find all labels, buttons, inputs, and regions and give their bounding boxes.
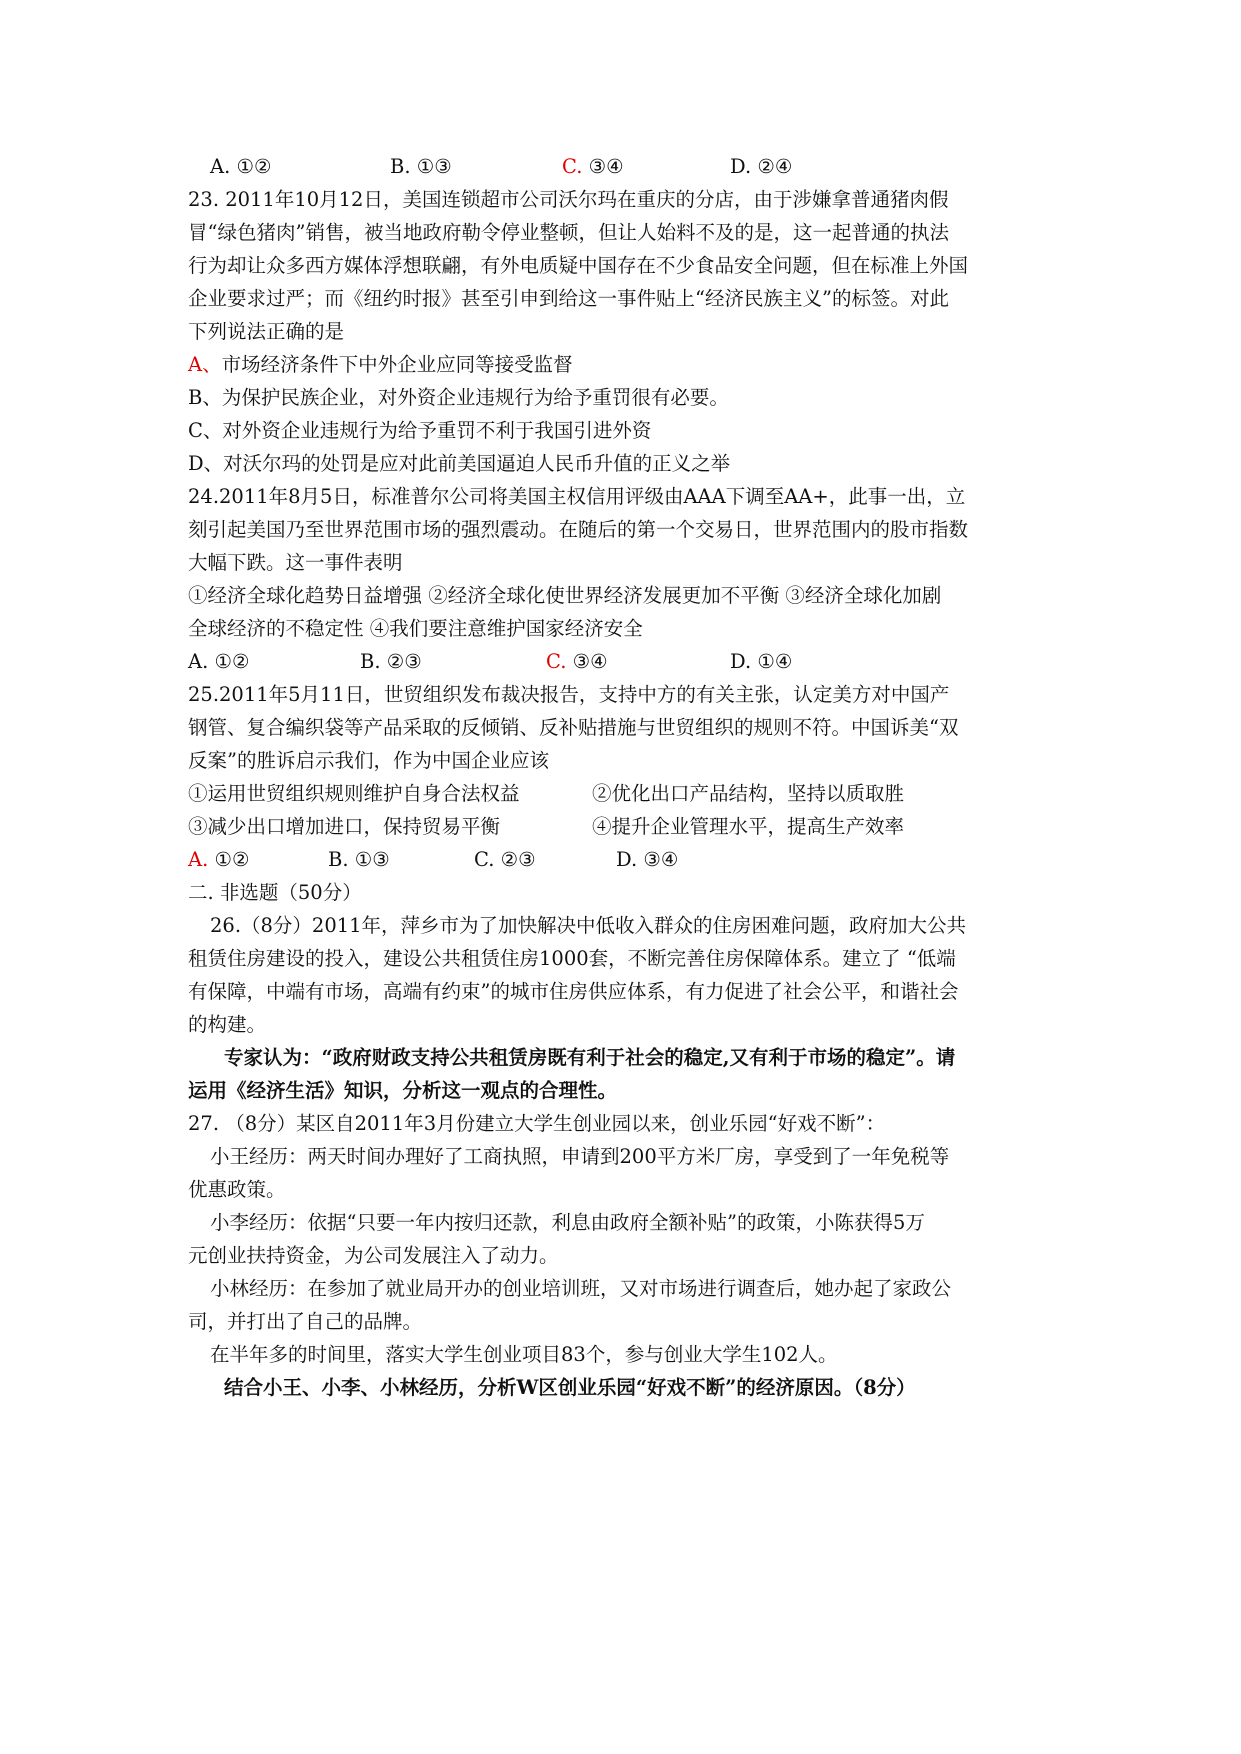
q27-wang-line: 小王经历：两天时间办理好了工商执照，申请到200平方米厂房，享受到了一年免税等 bbox=[210, 1145, 950, 1168]
q26-material-line: 租赁住房建设的投入，建设公共租赁住房1000套，不断完善住房保障体系。建立了 “低端 bbox=[188, 947, 956, 970]
q24-stem-line: 大幅下跌。这一事件表明 bbox=[188, 551, 403, 574]
q22-option-d: D. ②④ bbox=[730, 155, 793, 178]
q24-statement-line: 全球经济的不稳定性 ④我们要注意维护国家经济安全 bbox=[188, 617, 643, 640]
q27-lin-line: 小林经历：在参加了就业局开办的创业培训班，又对市场进行调查后，她办起了家政公 bbox=[210, 1277, 952, 1300]
question-26 bbox=[188, 909, 1068, 1107]
q25-statement-2: ②优化出口产品结构，坚持以质取胜 bbox=[592, 782, 905, 805]
q26-question-line: 运用《经济生活》知识，分析这一观点的合理性。 bbox=[188, 1079, 618, 1102]
q23-option-d: D、对沃尔玛的处罚是应对此前美国逼迫人民币升值的正义之举 bbox=[188, 452, 731, 475]
q22-option-b: B. ①③ bbox=[390, 155, 452, 178]
q22-option-a: A. ①② bbox=[210, 155, 272, 178]
question-25 bbox=[188, 678, 1068, 876]
q25-option-d: D. ③④ bbox=[616, 848, 679, 871]
q23-stem-line: 行为却让众多西方媒体浮想联翩，有外电质疑中国存在不少食品安全问题，但在标准上外国 bbox=[188, 254, 969, 277]
q22-option-c bbox=[562, 150, 730, 183]
q24-option-b: B. ②③ bbox=[360, 650, 422, 673]
q25-statements-row bbox=[188, 777, 1068, 810]
q25-stem-line: 钢管、复合编织袋等产品采取的反倾销、反补贴措施与世贸组织的规则不符。中国诉美“双 bbox=[188, 716, 959, 739]
q27-summary: 在半年多的时间里，落实大学生创业项目83个，参与创业大学生102人。 bbox=[210, 1343, 838, 1366]
q25-option-a-text: ①② bbox=[208, 848, 250, 871]
q24-stem-line: 24.2011年8月5日，标准普尔公司将美国主权信用评级由AAA下调至AA+，此事一出，立 bbox=[188, 485, 966, 508]
q23-stem-line: 冒“绿色猪肉”销售，被当地政府勒令停业整顿，但让人始料不及的是，这一起普通的执法 bbox=[188, 221, 949, 244]
q27-li-line: 元创业扶持资金，为公司发展注入了动力。 bbox=[188, 1244, 559, 1267]
q23-option-b: B、为保护民族企业，对外资企业违规行为给予重罚很有必要。 bbox=[188, 386, 729, 409]
question-27 bbox=[188, 1107, 1068, 1404]
question-24 bbox=[188, 480, 1068, 678]
q27-question: 结合小王、小李、小林经历，分析W区创业乐园“好戏不断”的经济原因。（8分） bbox=[224, 1376, 916, 1399]
question-23 bbox=[188, 183, 1068, 480]
q22-option-c-letter: C. bbox=[562, 155, 583, 178]
q24-option-c-text: ③④ bbox=[566, 650, 608, 673]
q25-option-c: C. ②③ bbox=[474, 848, 536, 871]
exam-page bbox=[188, 150, 1068, 1404]
q24-options bbox=[188, 645, 1068, 678]
q23-option-a-letter: A、 bbox=[188, 353, 222, 376]
q24-option-c bbox=[546, 645, 730, 678]
q27-lin-line: 司，并打出了自己的品牌。 bbox=[188, 1310, 423, 1333]
q25-statement-1: ①运用世贸组织规则维护自身合法权益 bbox=[188, 782, 520, 805]
q25-statements-row bbox=[188, 810, 1068, 843]
q23-stem-line: 下列说法正确的是 bbox=[188, 320, 345, 343]
q24-option-d: D. ①④ bbox=[730, 650, 793, 673]
q24-option-a: A. ①② bbox=[188, 650, 250, 673]
q25-option-a-letter: A. bbox=[188, 848, 209, 871]
q24-option-c-letter: C. bbox=[546, 650, 567, 673]
q27-li-line: 小李经历：依据“只要一年内按归还款，利息由政府全额补贴”的政策，小陈获得5万 bbox=[210, 1211, 925, 1234]
q25-option-b: B. ①③ bbox=[328, 848, 390, 871]
q27-wang-line: 优惠政策。 bbox=[188, 1178, 286, 1201]
q24-stem-line: 刻引起美国乃至世界范围市场的强烈震动。在随后的第一个交易日，世界范围内的股市指数 bbox=[188, 518, 969, 541]
q26-material-line: 的构建。 bbox=[188, 1013, 267, 1036]
q25-statement-4: ④提升企业管理水平，提高生产效率 bbox=[592, 815, 905, 838]
q23-stem-line: 23. 2011年10月12日，美国连锁超市公司沃尔玛在重庆的分店，由于涉嫌拿普通猪肉假 bbox=[188, 188, 949, 211]
q26-question-line: 专家认为：“政府财政支持公共租赁房既有利于社会的稳定,又有利于市场的稳定”。请 bbox=[224, 1046, 956, 1069]
q25-option-a bbox=[188, 843, 328, 876]
q22-option-c-text: ③④ bbox=[582, 155, 624, 178]
q24-statement-line: ①经济全球化趋势日益增强 ②经济全球化使世界经济发展更加不平衡 ③经济全球化加剧 bbox=[188, 584, 942, 607]
q25-options bbox=[188, 843, 1068, 876]
q23-option-c: C、对外资企业违规行为给予重罚不利于我国引进外资 bbox=[188, 419, 652, 442]
q25-stem-line: 反案”的胜诉启示我们，作为中国企业应该 bbox=[188, 749, 549, 772]
q27-intro: 27. （8分）某区自2011年3月份建立大学生创业园以来，创业乐园“好戏不断”： bbox=[188, 1112, 886, 1135]
q23-stem-line: 企业要求过严；而《纽约时报》甚至引申到给这一事件贴上“经济民族主义”的标签。对此 bbox=[188, 287, 949, 310]
q22-options bbox=[188, 150, 1068, 183]
q25-stem-line: 25.2011年5月11日，世贸组织发布裁决报告，支持中方的有关主张，认定美方对中国产 bbox=[188, 683, 950, 706]
q23-option-a-text: 市场经济条件下中外企业应同等接受监督 bbox=[221, 353, 573, 376]
q26-material-line: 有保障，中端有市场，高端有约束”的城市住房供应体系，有力促进了社会公平，和谐社会 bbox=[188, 980, 959, 1003]
q25-statement-3: ③减少出口增加进口，保持贸易平衡 bbox=[188, 815, 501, 838]
q26-material-line: 26.（8分）2011年，萍乡市为了加快解决中低收入群众的住房困难问题，政府加大公共 bbox=[210, 914, 967, 937]
q23-option-a bbox=[188, 348, 1068, 381]
section-2-title: 二. 非选题（50分） bbox=[188, 881, 362, 904]
